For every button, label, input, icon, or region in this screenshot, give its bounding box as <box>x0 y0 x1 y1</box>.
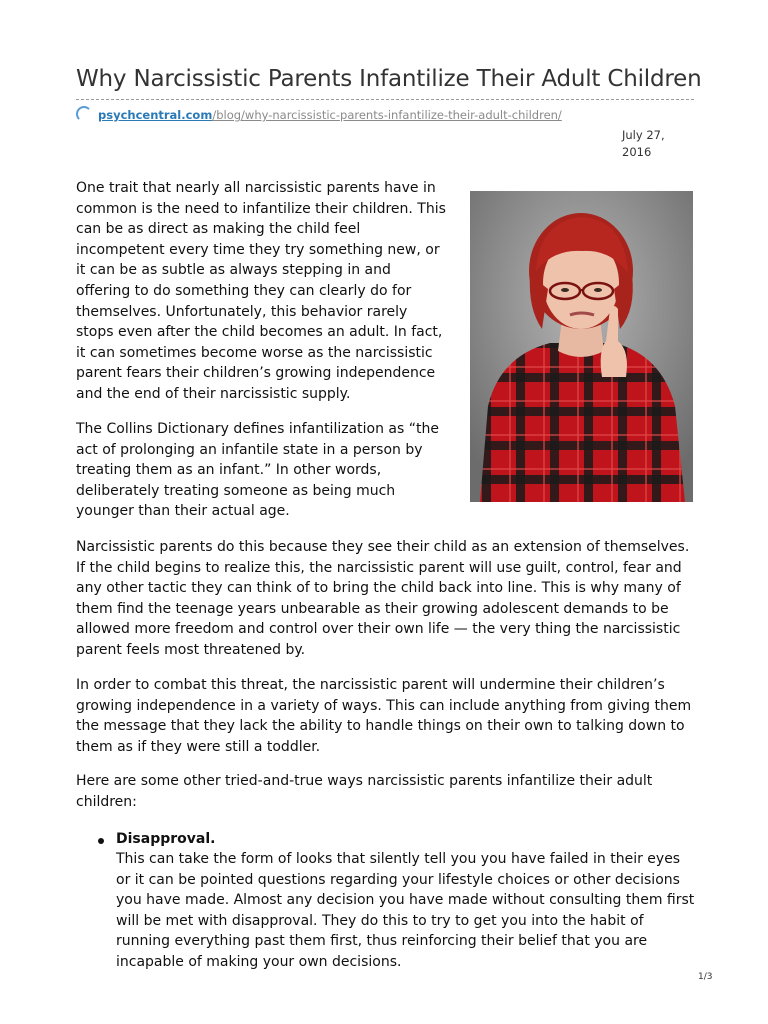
article-title: Why Narcissistic Parents Infantilize Their Adult Children <box>76 66 702 92</box>
site-favicon-icon <box>76 106 92 122</box>
bullet-text: This can take the form of looks that silently tell you you have failed in their eyes or it can be pointed questions regarding your lifestyle choices or other decisions you have made. Almost any decision you have made without consulting them first will be met with disapproval. They do this to try to get you into the habit of running everything past them first, thus reinforcing their belief that you are incapable of making your own decisions. <box>116 851 695 970</box>
title-divider <box>76 99 694 100</box>
bullet-marker <box>98 838 104 844</box>
paragraph-5: Here are some other tried-and-true ways narcissistic parents infantilize their adult children: <box>76 773 653 810</box>
page-number: 1/3 <box>698 972 713 982</box>
publish-date-month-day: July 27, <box>622 128 665 142</box>
source-domain[interactable]: psychcentral.com <box>98 108 213 122</box>
bullet-title: Disapproval. <box>116 831 216 847</box>
paragraph-2: The Collins Dictionary defines infantilization as “the act of prolonging an infantile state in a person by treating them as an infant.” In other words, deliberately treating someone as being much younger than their actual age. <box>76 421 439 520</box>
source-path[interactable]: /blog/why-narcissistic-parents-infantilize-their-adult-children/ <box>212 108 562 122</box>
paragraph-3: Narcissistic parents do this because they see their child as an extension of themselves. If the child begins to realize this, the narcissistic parent will use guilt, control, fear and any other tactic they can think of to bring the child back into line. This is why many of them find the teenage years unbearable as their growing adolescent demands to be allowed more freedom and control over their own life — the very thing the narcissistic parent feels most threatened by. <box>76 539 690 658</box>
source-url[interactable] <box>76 106 562 124</box>
paragraph-1: One trait that nearly all narcissistic parents have in common is the need to infantilize their children. This can be as direct as making the child feel incompetent every time they try something new, or it can be as subtle as always stepping in and offering to do something they can clearly do for themselves. Unfortunately, this behavior rarely stops even after the child becomes an adult. In fact, it can sometimes become worse as the narcissistic parent fears their children’s growing independence and the end of their narcissistic supply. <box>76 180 446 402</box>
publish-date <box>622 127 682 161</box>
article-photo <box>470 191 693 502</box>
paragraph-4: In order to combat this threat, the narcissistic parent will undermine their children’s growing independence in a variety of ways. This can include anything from giving them the message that they lack the ability to handle things on their own to talking down to them as if they were still a toddler. <box>76 677 692 755</box>
publish-date-year: 2016 <box>622 145 652 159</box>
woman-portrait-illustration <box>470 191 693 502</box>
